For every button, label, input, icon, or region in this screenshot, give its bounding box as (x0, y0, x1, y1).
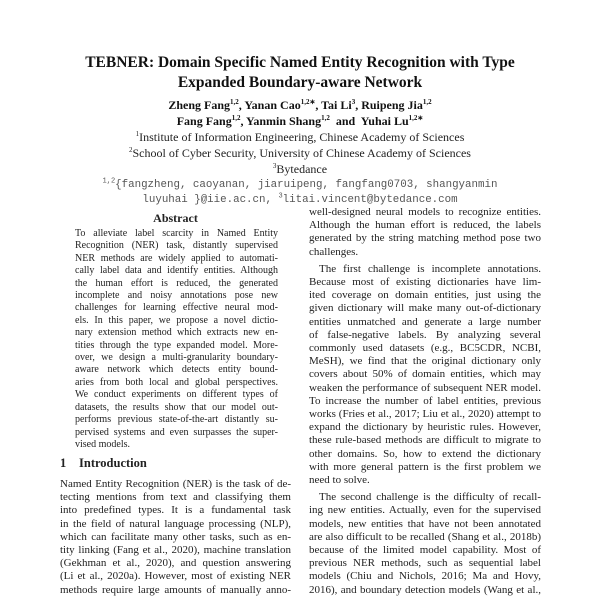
affiliation (0, 145, 600, 161)
text-line: covers about 50% of domain entities, which may (309, 368, 541, 381)
text-line: in the field of natural language processing (NLP), (60, 517, 291, 530)
abstract-heading: Abstract (153, 211, 198, 225)
affiliation-marker: 3 (272, 162, 277, 170)
email-text: {fangzheng, caoyanan, jiaruipeng, fangfang0703, shangyanmin (115, 179, 498, 191)
affiliation-marker: 2 (129, 146, 133, 154)
author-affiliation-marker: 1,2 (231, 114, 241, 122)
paper-title (0, 53, 600, 93)
text-line: previous NER methods, such as sequential label (309, 557, 541, 570)
email-text: luyuhai }@iie.ac.cn, (142, 194, 279, 206)
text-line: pervised systems and even surpasses the super- (75, 426, 278, 438)
text-line: entities unmatched and generate a large number (309, 315, 541, 328)
section-number: 1 (60, 456, 67, 470)
text-line: (Li et al., 2020a). However, most of existing NER (60, 570, 291, 583)
abstract-body (75, 228, 278, 451)
text-line: To alleviate label scarcity in Named Entity (75, 228, 278, 239)
text-line: tities through the type expanded model. More- (75, 339, 278, 351)
email-marker: 3 (278, 192, 283, 201)
text-line: methods require large amounts of manually anno- (60, 583, 291, 596)
text-line: incomplete and noisy annotations pose new (75, 290, 278, 302)
author-affiliation-marker: 1,2 (422, 98, 432, 106)
author-line (0, 113, 600, 129)
text-line: tity linking (Fang et al., 2020), machine translation (60, 544, 291, 557)
text-line: nary extension method which extracts new en- (75, 327, 278, 339)
author-name: Ruipeng Jia (361, 98, 423, 112)
title-line: Expanded Boundary-aware Network (177, 74, 423, 91)
affiliation (0, 129, 600, 145)
text-line: challenges. (309, 245, 359, 258)
affiliations (0, 129, 600, 177)
email-marker: 1,2 (102, 177, 116, 186)
section-title: Introduction (79, 456, 147, 470)
author-separator: and (329, 114, 361, 128)
author-separator: , (315, 98, 322, 112)
text-line: models (Chiu and Nichols, 2016; Ma and Hovy, (309, 570, 541, 583)
author-affiliation-marker: 1,2∗ (408, 114, 424, 122)
text-line: which can facilitate many other tasks, such as en- (60, 530, 291, 543)
text-line: Named Entity Recognition (NER) is the task of de- (60, 478, 291, 490)
text-line: tecting mentions from text and classifying them (60, 491, 291, 504)
text-line: Although the human effort is reduced, the labels (309, 219, 541, 232)
right-column-body (309, 206, 541, 597)
text-line: into predefined types. It is a fundamental task (60, 504, 291, 517)
text-line: because of the limited model capability. Most of (309, 544, 541, 557)
author-affiliation-marker: 1,2 (230, 98, 239, 106)
affiliation-marker: 1 (135, 130, 140, 138)
text-line: The first challenge is incomplete annotations. (319, 262, 541, 275)
author-name: Yanan Cao (244, 98, 301, 112)
text-line: expand the dictionary by heuristic rules. However, (309, 421, 541, 434)
author-separator: , (355, 98, 362, 112)
text-line: commonly used datasets (e.g., BC5CDR, NCBI, (309, 342, 541, 355)
affiliation-text: Institute of Information Engineering, Chinese Academy of Sciences (139, 130, 465, 144)
author-affiliation-marker: 1,2 (321, 114, 330, 122)
text-line: these rule-based methods are difficult to migrate to (309, 434, 541, 447)
text-line: challenges for learning effective neural mod- (75, 302, 278, 314)
text-line: the human effort is reduced, the generated (75, 277, 278, 289)
text-line: of false-negative labels. By analyzing several (309, 328, 541, 341)
author-affiliation-marker: 3 (351, 98, 356, 106)
text-line: Because most of existing dictionaries have lim- (309, 276, 541, 289)
email-text: litai.vincent@bytedance.com (282, 194, 458, 206)
affiliation-text: Bytedance (276, 162, 328, 176)
emails (0, 178, 600, 208)
author-name: Zheng Fang (168, 98, 231, 112)
author-list (0, 97, 600, 129)
text-line: We conduct experiments on different types of (75, 389, 278, 401)
text-line: works (Fries et al., 2017; Liu et al., 2020) attempt to (309, 408, 541, 421)
author-separator: , (238, 98, 245, 112)
text-line: ing new entities. Actually, even for the supervised (309, 504, 541, 517)
text-line: The second challenge is the difficulty of recall- (319, 491, 541, 504)
text-line: datasets, the results show that our model out- (75, 401, 278, 413)
section-heading-introduction (60, 456, 147, 471)
text-line: NER methods are widely applied to automati- (75, 252, 278, 264)
text-line: aries from both local and global perspectives. (75, 376, 278, 388)
text-line: To increase the number of label entities, previous (309, 394, 541, 407)
text-line: models, new entities that have not been annotated (309, 517, 541, 530)
text-line: over, we design a multi-granularity boundary- (75, 352, 278, 364)
introduction-body (60, 478, 291, 597)
text-line: performs previous state-of-the-art distantly su- (75, 414, 278, 426)
text-line: with more general pattern is the first problem we (309, 460, 541, 473)
text-line: are also difficult to be recalled (Shang et al., 2018b) (309, 530, 541, 543)
text-line: MeSH), we find that the original dictionary only (309, 355, 541, 368)
text-line: ited coverage on domain entities, just using the (309, 289, 541, 302)
text-line: vised models. (75, 438, 130, 450)
text-line: given dictionary will make many out-of-dictionary (309, 302, 541, 315)
text-line: aware network which detects entity bound- (75, 364, 278, 376)
text-line: cally label data and identify entities. Although (75, 265, 278, 277)
text-line: other domains. So, how to extend the dictionary (309, 447, 541, 460)
affiliation-text: School of Cyber Security, University of Chinese Academy of Sciences (132, 146, 471, 160)
author-line (0, 97, 600, 113)
author-name: Fang Fang (176, 114, 232, 128)
text-line: Recognition (NER) task, distantly supervised (75, 240, 278, 252)
author-name: Yuhai Lu (360, 114, 409, 128)
text-line: need to solve. (309, 474, 370, 487)
author-affiliation-marker: 1,2∗ (300, 98, 316, 106)
email-line (0, 178, 600, 193)
affiliation (0, 161, 600, 177)
author-name: Yanmin Shang (246, 114, 322, 128)
text-line: 2016), and boundary detection models (Wang et al., (309, 583, 541, 596)
text-line: generated by the string matching method pose two (309, 232, 541, 245)
author-separator: , (240, 114, 247, 128)
title-line: TEBNER: Domain Specific Named Entity Recognition with Type (85, 54, 515, 71)
author-name: Tai Li (321, 98, 352, 112)
text-line: els. In this paper, we propose a novel dictio- (75, 314, 278, 326)
text-line: (Gekhman et al., 2020), and question answering (60, 557, 291, 570)
text-line: weaken the performance of subsequent NER model. (309, 381, 541, 394)
text-line: well-designed neural models to recognize entities. (309, 206, 541, 218)
